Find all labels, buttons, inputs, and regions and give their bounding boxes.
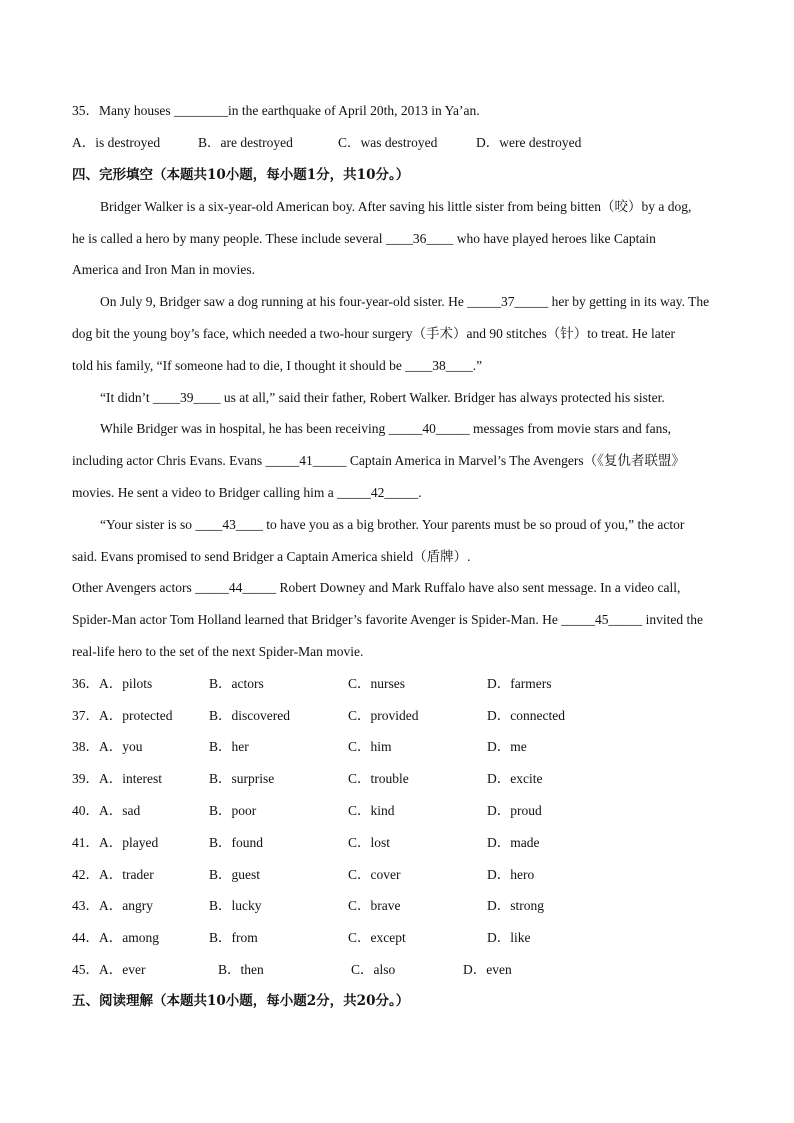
passage-p4-line3: movies. He sent a video to Bridger calling him a _____42_____. [72, 485, 422, 500]
passage-p1-line1: Bridger Walker is a six-year-old American boy. After saving his little sister from being bitten（咬）by a dog, [100, 199, 692, 214]
section-5-heading: 五、阅读理解（本题共10小题，每小题2分，共20分。） [72, 993, 410, 1009]
blank-43: ____43____ [195, 517, 263, 532]
passage-p1-line3: America and Iron Man in movies. [72, 262, 255, 277]
blank-38: ____38____ [405, 358, 473, 373]
passage-p6-line3: real-life hero to the set of the next Spider-Man movie. [72, 644, 364, 659]
blank-37: _____37_____ [467, 294, 549, 309]
q35-option-b: B．are destroyed [198, 135, 293, 150]
passage-p2-line2: dog bit the young boy’s face, which needed a two-hour surgery（手术）and 90 stitches（针）to treat. He later [72, 326, 675, 341]
q35-stem-after: in the earthquake of April 20th, 2013 in Ya’an. [228, 103, 480, 118]
q35-stem-before: 35．Many houses ________ [72, 103, 228, 118]
passage-p4-line2: including actor Chris Evans. Evans _____41_____ Captain America in Marvel’s The Avengers（《复仇者联盟》 [72, 453, 685, 468]
question-35-stem [72, 102, 480, 120]
passage-p2-line1: On July 9, Bridger saw a dog running at his four-year-old sister. He _____37_____ her by getting in its way. The [100, 294, 710, 309]
passage-p5-line2: said. Evans promised to send Bridger a Captain America shield（盾牌）. [72, 549, 471, 564]
passage-p3-line1: “It didn’t ____39____ us at all,” said their father, Robert Walker. Bridger has always protected his sister. [100, 390, 665, 405]
blank-41: _____41_____ [265, 453, 347, 468]
blank-39: ____39____ [153, 390, 221, 405]
q35-option-a: A．is destroyed [72, 135, 161, 150]
blank-45: _____45_____ [561, 612, 643, 627]
q35-option-d: D．were destroyed [476, 135, 582, 150]
passage-p6-line1: Other Avengers actors _____44_____ Robert Downey and Mark Ruffalo have also sent message. In a video call, [72, 580, 681, 595]
blank-40: _____40_____ [388, 421, 470, 436]
passage-p1-line2: he is called a hero by many people. These include several ____36____ who have played heroes like Captain [72, 231, 656, 246]
blank-36: ____36____ [385, 231, 454, 246]
blank-42: _____42_____ [337, 485, 419, 500]
passage-p6-line2: Spider-Man actor Tom Holland learned that Bridger’s favorite Avenger is Spider-Man. He _____45_____ invited the [72, 612, 704, 627]
passage-p5-line1: “Your sister is so ____43____ to have you as a big brother. Your parents must be so proud of you,” the actor [100, 517, 685, 532]
q35-option-c: C．was destroyed [338, 135, 438, 150]
section-4-heading: 四、完形填空（本题共10小题，每小题1分，共10分。） [72, 167, 410, 183]
passage-p2-line3: told his family, “If someone had to die, I thought it should be ____38____.” [72, 358, 483, 373]
passage-p4-line1: While Bridger was in hospital, he has been receiving _____40_____ messages from movie stars and fans, [100, 421, 671, 436]
blank-44: _____44_____ [195, 580, 277, 595]
